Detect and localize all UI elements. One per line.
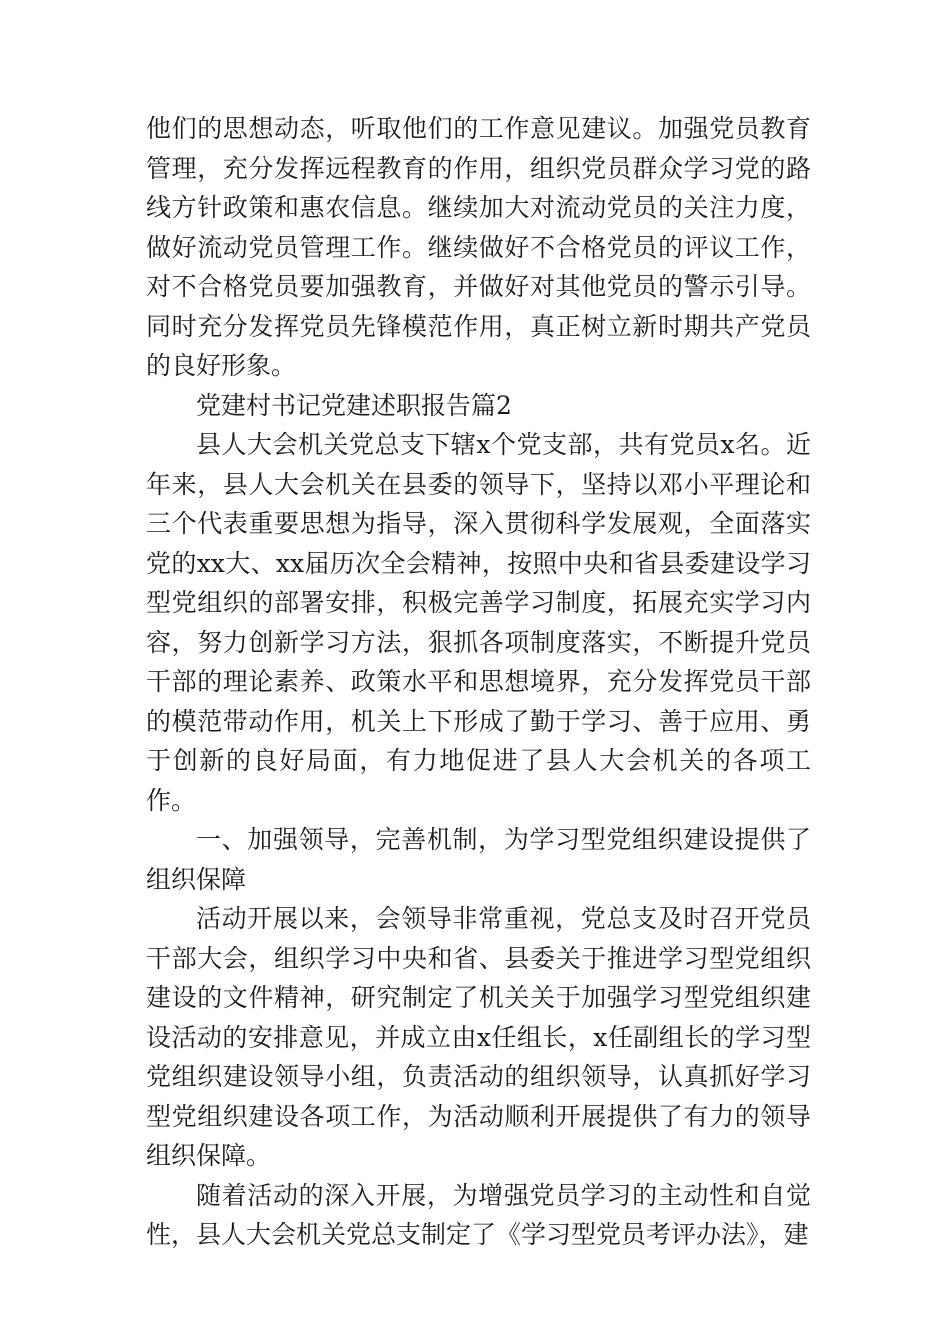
document-body: [146, 109, 811, 1255]
section-title: 党建村书记党建述职报告篇2: [196, 390, 512, 420]
paragraph-body-1: 活动开展以来，会领导非常重视，党总支及时召开党员干部大会，组织学习中央和省、县委关于推进学习型党组织建设的文件精神，研究制定了机关关于加强学习型党组织建设活动的安排意见，并成立由x任组长，x任副组长的学习型党组织建设领导小组，负责活动的组织领导，认真抓好学习型党组织建设各项工作，为活动顺利开展提供了有力的领导组织保障。: [146, 904, 811, 1170]
paragraph-continuation: 他们的思想动态，听取他们的工作意见建议。加强党员教育管理，充分发挥远程教育的作用，组织党员群众学习党的路线方针政策和惠农信息。继续加大对流动党员的关注力度，做好流动党员管理工作。继续做好不合格党员的评议工作，对不合格党员要加强教育，并做好对其他党员的警示引导。同时充分发挥党员先锋模范作用，真正树立新时期共产党员的良好形象。: [146, 114, 811, 380]
section-heading-1: 一、加强领导，完善机制，为学习型党组织建设提供了组织保障: [146, 825, 811, 894]
paragraph-intro: 县人大会机关党总支下辖x个党支部，共有党员x名。近年来，县人大会机关在县委的领导下，坚持以邓小平理论和三个代表重要思想为指导，深入贯彻科学发展观，全面落实党的xx大、xx届历次全会精神，按照中央和省县委建设学习型党组织的部署安排，积极完善学习制度，拓展充实学习内容，努力创新学习方法，狠抓各项制度落实，不断提升党员干部的理论素养、政策水平和思想境界，充分发挥党员干部的模范带动作用，机关上下形成了勤于学习、善于应用、勇于创新的良好局面，有力地促进了县人大会机关的各项工作。: [146, 430, 811, 815]
paragraph-body-2: 随着活动的深入开展，为增强党员学习的主动性和自觉性，县人大会机关党总支制定了《学习型党员考评办法》，建: [146, 1180, 811, 1249]
